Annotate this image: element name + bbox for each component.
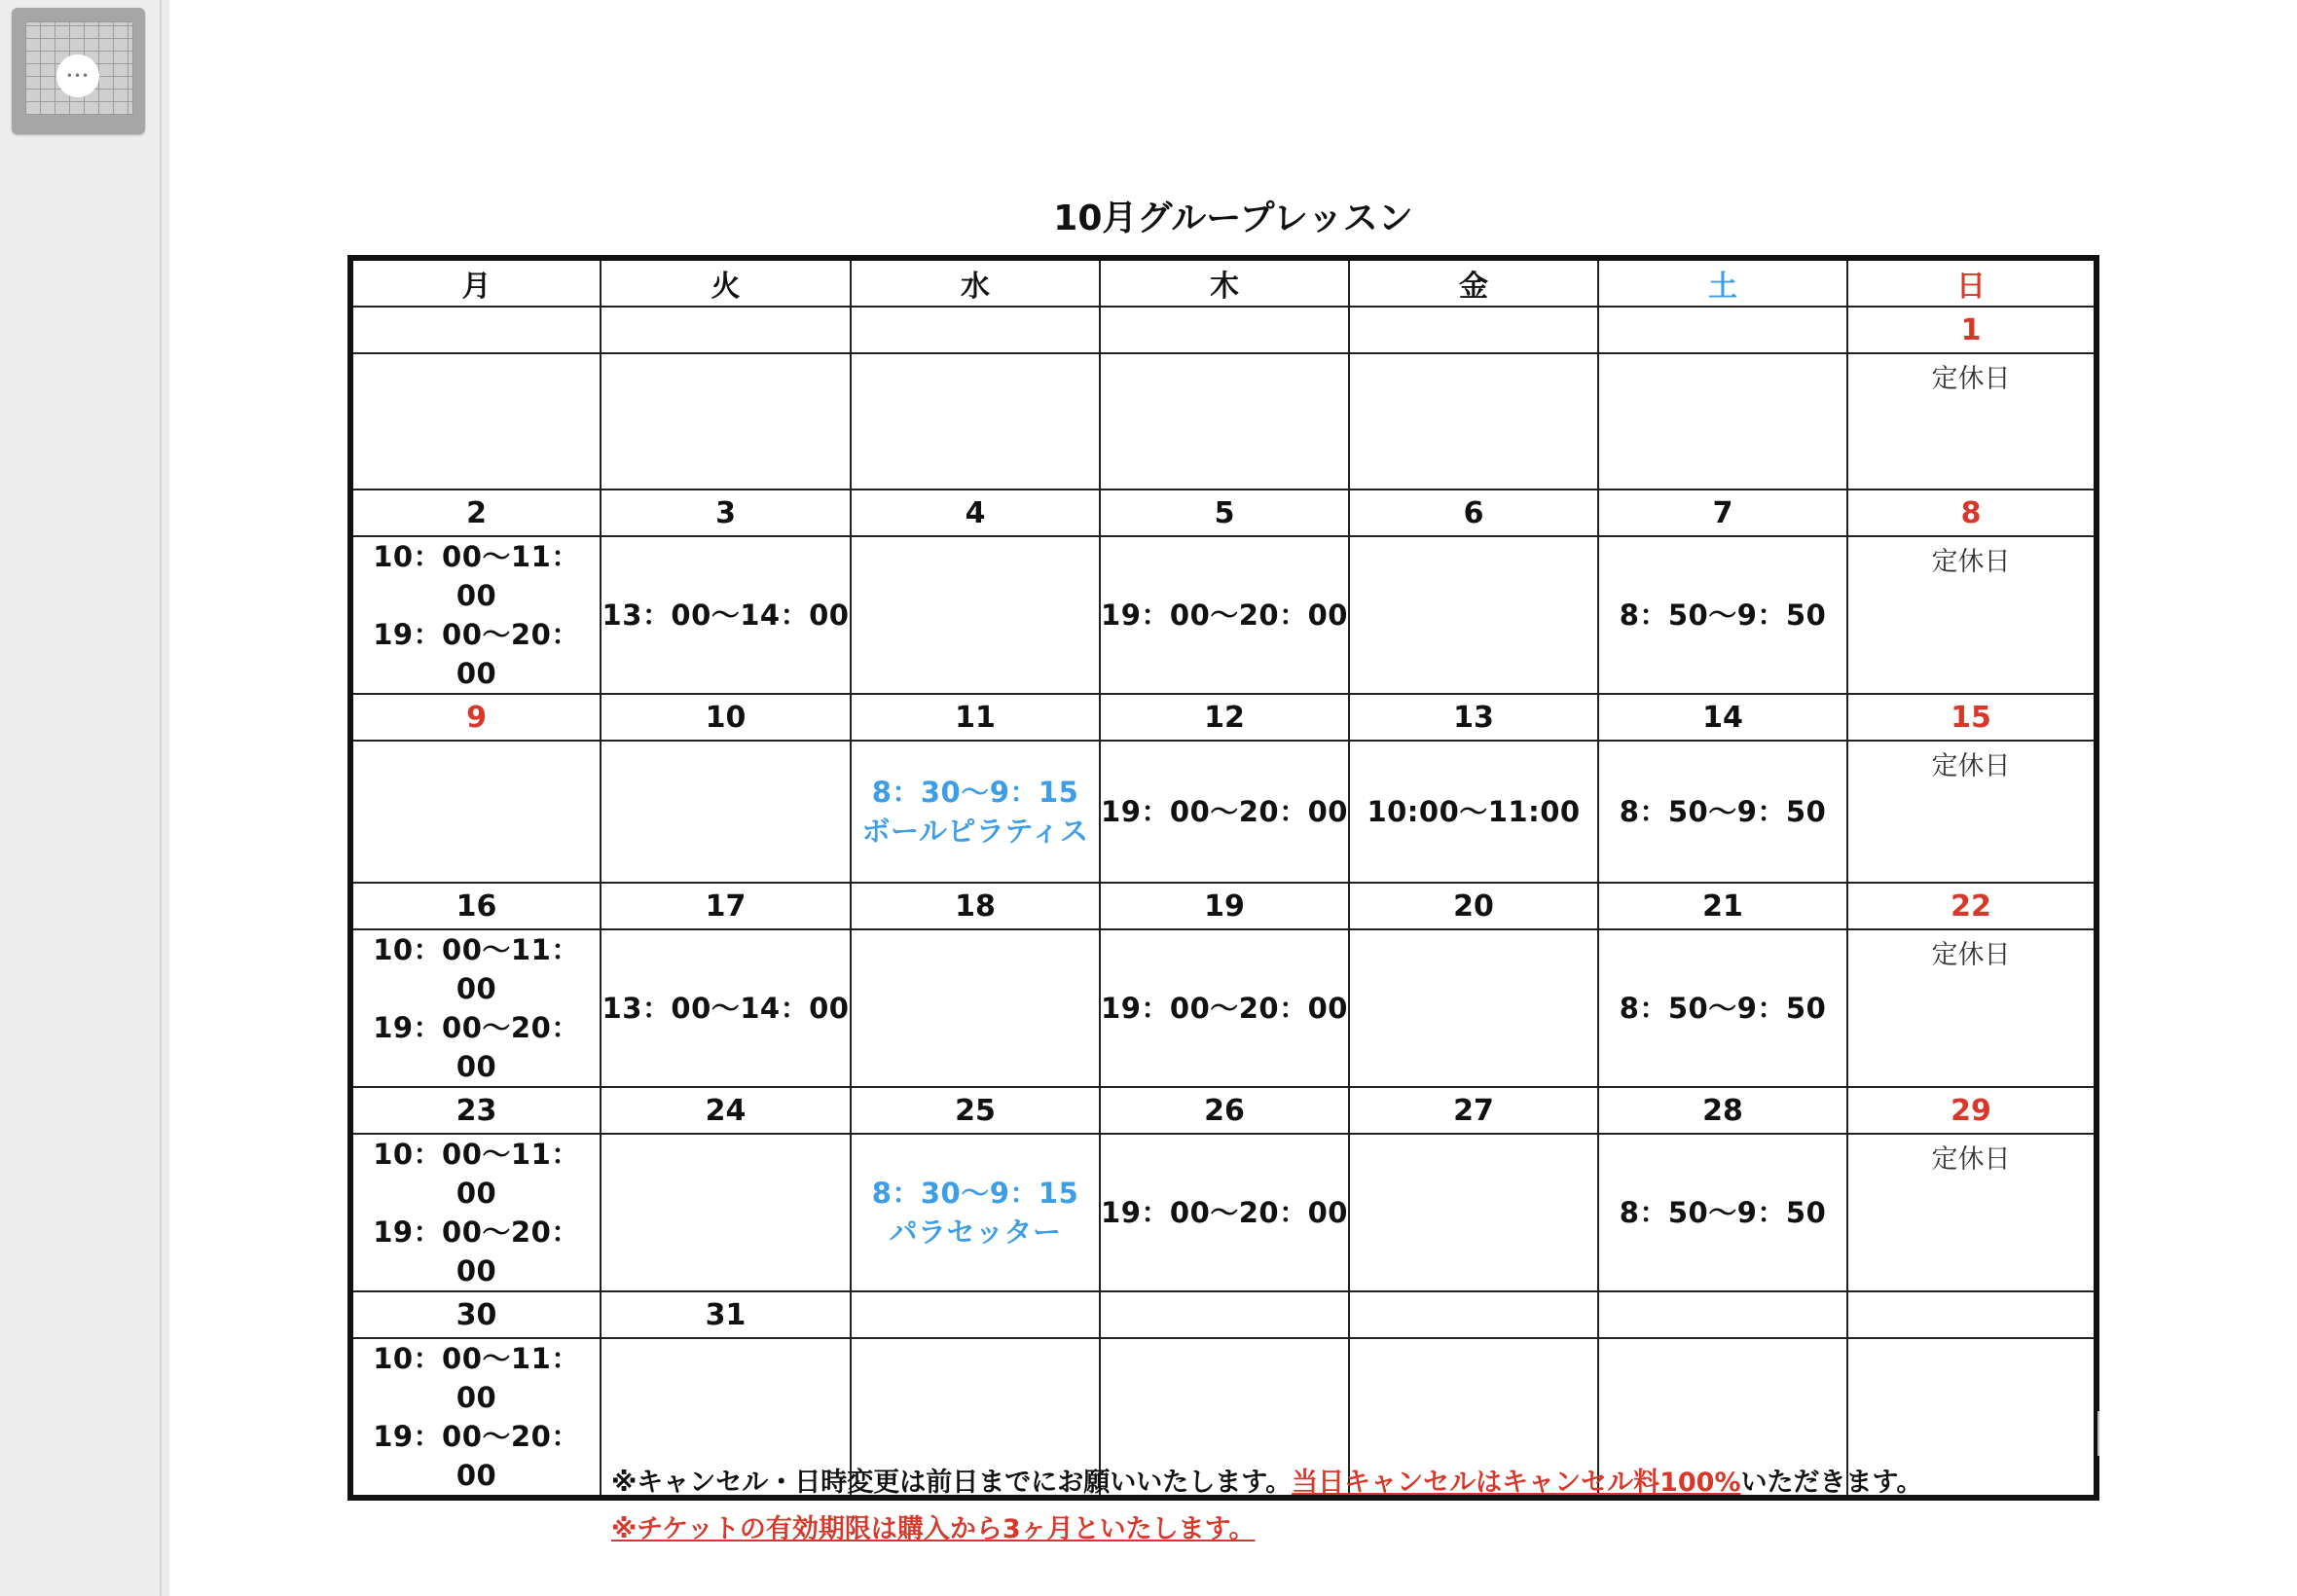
lesson-text: 10：00〜11：00	[373, 1138, 580, 1210]
empty-cell	[1349, 1134, 1598, 1291]
page-thumbnail[interactable]	[12, 8, 145, 134]
day-number	[1598, 1291, 1847, 1338]
lesson-cell	[601, 929, 851, 1087]
day-number: 19	[1100, 883, 1349, 929]
closed-label: 定休日	[1931, 364, 2011, 394]
empty-cell	[851, 929, 1100, 1087]
day-number: 4	[851, 490, 1100, 536]
day-number	[851, 307, 1100, 353]
weekday-header: 月	[350, 258, 601, 307]
lesson-text: 19：00〜20：00	[373, 1011, 580, 1083]
weekday-header: 日	[1847, 258, 2096, 307]
lesson-cell	[851, 1134, 1100, 1291]
divider	[2097, 1411, 2099, 1456]
day-number	[601, 307, 851, 353]
empty-cell	[1349, 536, 1598, 694]
empty-cell	[350, 353, 601, 490]
lesson-text: 10：00〜11：00	[373, 1342, 580, 1414]
day-number: 26	[1100, 1087, 1349, 1134]
day-number: 28	[1598, 1087, 1847, 1134]
day-number: 21	[1598, 883, 1847, 929]
day-number: 9	[350, 694, 601, 741]
day-number: 30	[350, 1291, 601, 1338]
day-number: 8	[1847, 490, 2096, 536]
lesson-text: 13：00〜14：00	[602, 598, 850, 632]
day-number	[1349, 307, 1598, 353]
lesson-text: 10:00〜11:00	[1367, 795, 1581, 828]
day-number: 5	[1100, 490, 1349, 536]
lesson-text: 8：50〜9：50	[1619, 1196, 1827, 1229]
day-number: 20	[1349, 883, 1598, 929]
empty-cell	[851, 536, 1100, 694]
empty-cell	[1100, 353, 1349, 490]
day-number: 11	[851, 694, 1100, 741]
empty-cell	[1349, 929, 1598, 1087]
lesson-cell	[1100, 1134, 1349, 1291]
calendar-title: 10月グループレッスン	[1053, 199, 1413, 238]
lesson-text: 19：00〜20：00	[1101, 992, 1348, 1025]
lesson-text: 19：00〜20：00	[373, 1215, 580, 1288]
day-number: 27	[1349, 1087, 1598, 1134]
day-number: 22	[1847, 883, 2096, 929]
empty-cell	[601, 353, 851, 490]
lesson-text: 13：00〜14：00	[602, 992, 850, 1025]
lesson-cell	[350, 536, 601, 694]
note-cancel-fee: 当日キャンセルはキャンセル料100%	[1292, 1468, 1741, 1498]
lesson-text: 19：00〜20：00	[1101, 598, 1348, 632]
lesson-calendar	[347, 255, 2099, 1501]
empty-cell	[851, 353, 1100, 490]
day-number: 1	[1847, 307, 2096, 353]
note-line-2	[611, 1506, 1922, 1553]
lesson-text: パラセッター	[889, 1215, 1062, 1249]
more-dots-icon[interactable]: •••	[56, 54, 99, 97]
lesson-text: 8：50〜9：50	[1619, 795, 1827, 828]
day-number: 23	[350, 1087, 601, 1134]
lesson-text: 8：30〜9：15	[871, 776, 1079, 809]
lesson-cell	[350, 929, 601, 1087]
day-number: 17	[601, 883, 851, 929]
note-ticket-expiry: ※チケットの有効期限は購入から3ヶ月といたします。	[611, 1514, 1256, 1544]
lesson-cell	[1598, 741, 1847, 883]
closed-day-cell	[1847, 929, 2096, 1087]
day-number: 10	[601, 694, 851, 741]
weekday-header: 木	[1100, 258, 1349, 307]
lesson-cell	[1100, 536, 1349, 694]
lesson-cell	[1598, 536, 1847, 694]
closed-label: 定休日	[1931, 547, 2011, 577]
empty-cell	[1349, 353, 1598, 490]
day-number	[851, 1291, 1100, 1338]
empty-cell	[350, 741, 601, 883]
lesson-text: 19：00〜20：00	[1101, 1196, 1348, 1229]
lesson-text: 19：00〜20：00	[373, 618, 580, 690]
day-number: 29	[1847, 1087, 2096, 1134]
empty-cell	[601, 741, 851, 883]
day-number: 2	[350, 490, 601, 536]
day-number	[1598, 307, 1847, 353]
day-number: 15	[1847, 694, 2096, 741]
lesson-text: 8：50〜9：50	[1619, 598, 1827, 632]
weekday-header: 火	[601, 258, 851, 307]
lesson-cell	[350, 1134, 601, 1291]
closed-label: 定休日	[1931, 1144, 2011, 1175]
lesson-text: 10：00〜11：00	[373, 540, 580, 612]
day-number	[350, 307, 601, 353]
thumbnail-sidebar	[0, 0, 162, 1596]
day-number: 16	[350, 883, 601, 929]
closed-label: 定休日	[1931, 940, 2011, 970]
day-number: 6	[1349, 490, 1598, 536]
weekday-header: 土	[1598, 258, 1847, 307]
lesson-text: 19：00〜20：00	[373, 1420, 580, 1492]
notes	[611, 1460, 1922, 1553]
closed-day-cell	[1847, 1134, 2096, 1291]
day-number: 14	[1598, 694, 1847, 741]
lesson-cell	[601, 536, 851, 694]
lesson-text: 10：00〜11：00	[373, 933, 580, 1005]
closed-day-cell	[1847, 353, 2096, 490]
day-number: 7	[1598, 490, 1847, 536]
empty-cell	[601, 1134, 851, 1291]
day-number: 18	[851, 883, 1100, 929]
closed-day-cell	[1847, 536, 2096, 694]
lesson-cell	[1100, 741, 1349, 883]
day-number: 3	[601, 490, 851, 536]
day-number: 24	[601, 1087, 851, 1134]
empty-cell	[1598, 353, 1847, 490]
note-cancel: ※キャンセル・日時変更は前日までにお願いいたします。	[611, 1468, 1293, 1498]
lesson-cell	[851, 741, 1100, 883]
day-number	[1847, 1291, 2096, 1338]
day-number	[1100, 307, 1349, 353]
lesson-text: ボールピラティス	[861, 815, 1089, 848]
lesson-text: 8：50〜9：50	[1619, 992, 1827, 1025]
document-page	[169, 0, 2297, 1596]
lesson-cell	[1349, 741, 1598, 883]
weekday-header: 水	[851, 258, 1100, 307]
note-line-1	[611, 1460, 1922, 1506]
day-number: 31	[601, 1291, 851, 1338]
weekday-header: 金	[1349, 258, 1598, 307]
day-number: 12	[1100, 694, 1349, 741]
note-cancel-end: いただきます。	[1740, 1468, 1923, 1498]
lesson-cell	[1598, 1134, 1847, 1291]
lesson-cell	[1100, 929, 1349, 1087]
lesson-cell	[1598, 929, 1847, 1087]
closed-label: 定休日	[1931, 751, 2011, 781]
lesson-cell	[350, 1338, 601, 1498]
lesson-text: 19：00〜20：00	[1101, 795, 1348, 828]
day-number	[1349, 1291, 1598, 1338]
closed-day-cell	[1847, 741, 2096, 883]
day-number: 13	[1349, 694, 1598, 741]
day-number	[1100, 1291, 1349, 1338]
day-number: 25	[851, 1087, 1100, 1134]
lesson-text: 8：30〜9：15	[871, 1177, 1079, 1210]
